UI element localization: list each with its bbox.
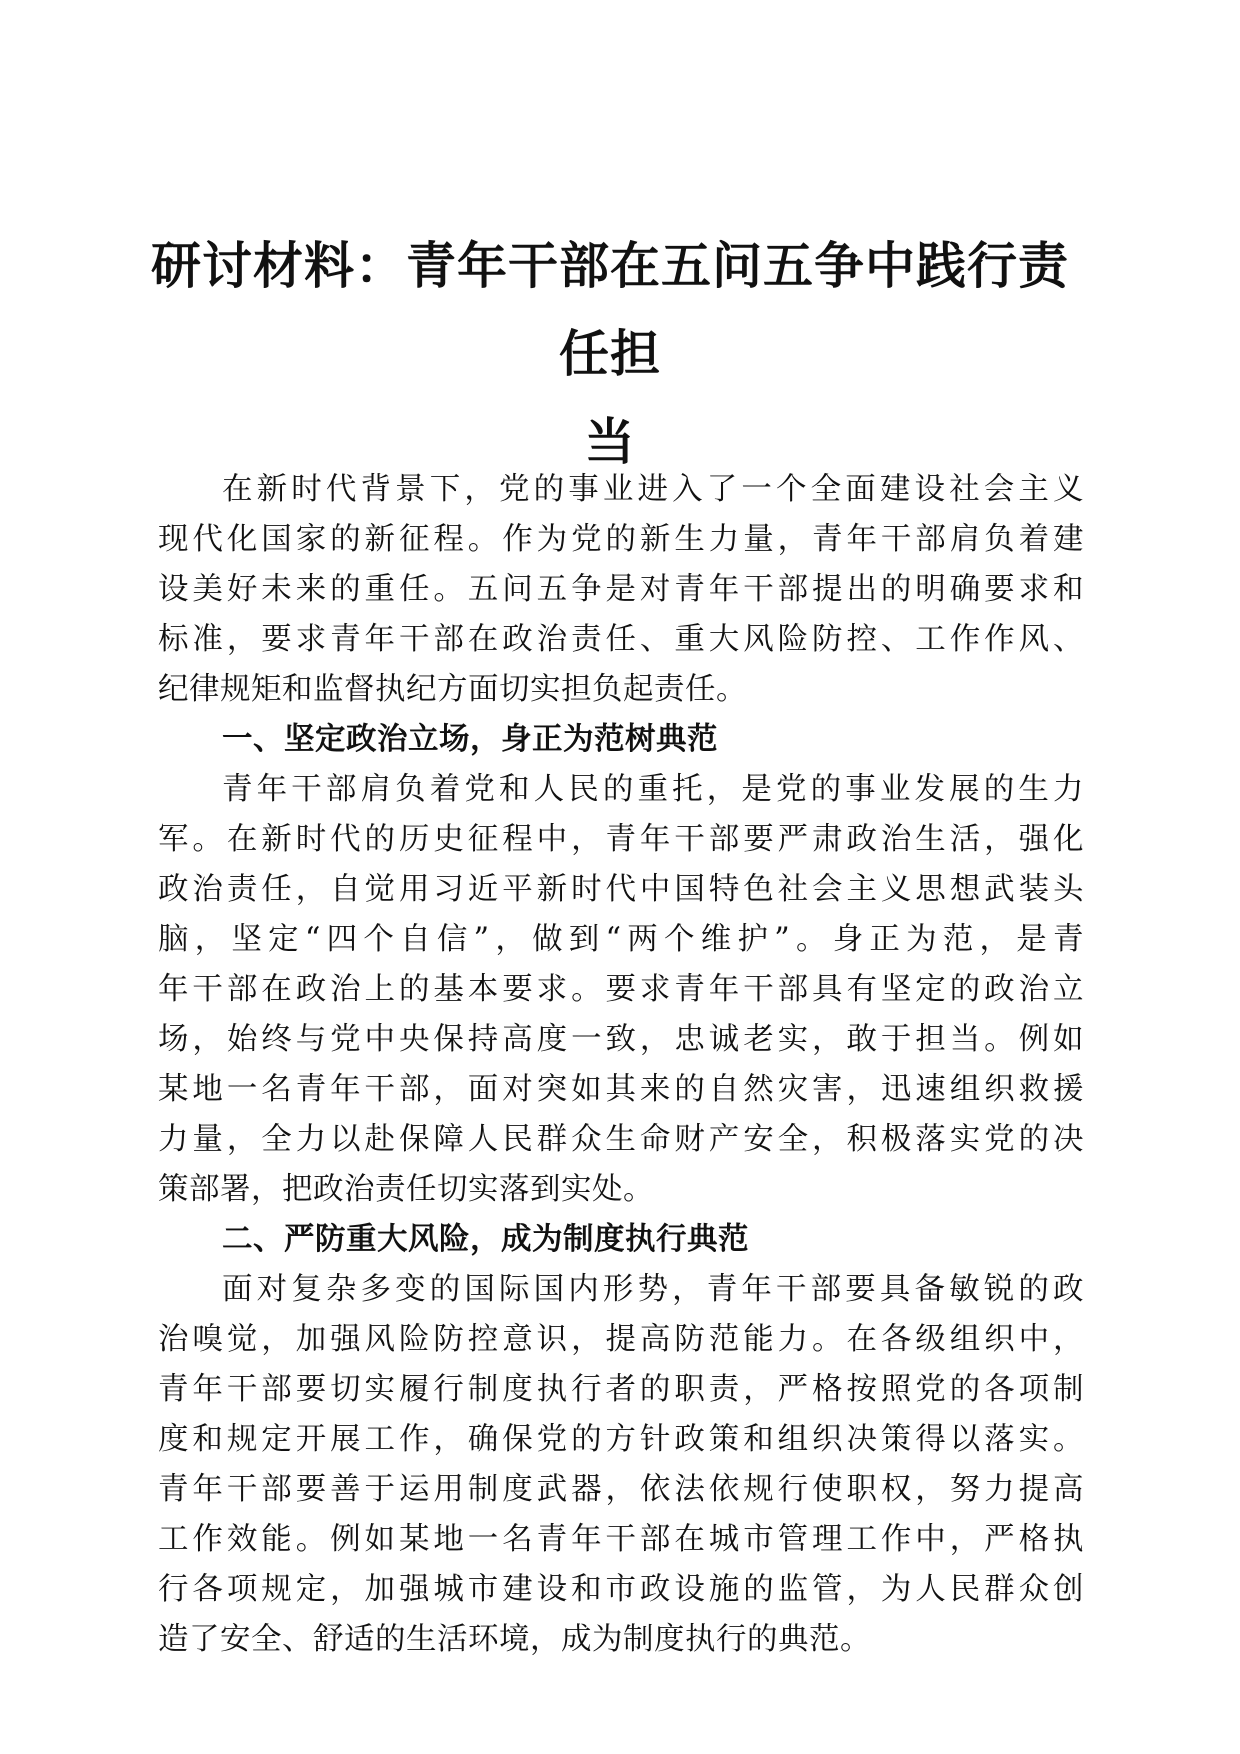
text-line: 场，始终与党中央保持高度一致，忠诚老实，敢于担当。例如 [158,1022,1084,1057]
text-line: 造了安全、舒适的生活环境，成为制度执行的典范。 [158,1622,871,1657]
text-line: 策部署，把政治责任切实落到实处。 [158,1172,654,1207]
text-line: 某地一名青年干部，面对突如其来的自然灾害，迅速组织救援 [158,1072,1084,1107]
title-line-1: 研讨材料：青年干部在五问五争中践行责任担 [151,237,1069,383]
section-2-paragraph [158,1265,1084,1665]
text-line: 脑，坚定“四个自信”，做到“两个维护”。身正为范，是青 [158,922,1084,957]
text-line: 年干部在政治上的基本要求。要求青年干部具有坚定的政治立 [158,972,1084,1007]
text-line: 政治责任，自觉用习近平新时代中国特色社会主义思想武装头 [158,872,1084,907]
section-2-heading: 二、严防重大风险，成为制度执行典范 [222,1222,749,1257]
document-title [150,222,1070,486]
text-line: 青年干部要切实履行制度执行者的职责，严格按照党的各项制 [158,1372,1084,1407]
text-line: 青年干部肩负着党和人民的重托，是党的事业发展的生力 [222,772,1084,807]
text-line: 标准，要求青年干部在政治责任、重大风险防控、工作作风、 [158,622,1084,657]
text-line: 面对复杂多变的国际国内形势，青年干部要具备敏锐的政 [222,1272,1084,1307]
text-line: 纪律规矩和监督执纪方面切实担负起责任。 [158,672,747,707]
text-line: 设美好未来的重任。五问五争是对青年干部提出的明确要求和 [158,572,1084,607]
text-line: 军。在新时代的历史征程中，青年干部要严肃政治生活，强化 [158,822,1084,857]
text-line: 在新时代背景下，党的事业进入了一个全面建设社会主义 [222,472,1084,507]
document-body [158,465,1084,1665]
section-1-paragraph [158,765,1084,1215]
text-line: 治嗅觉，加强风险防控意识，提高防范能力。在各级组织中， [158,1322,1084,1357]
text-line: 现代化国家的新征程。作为党的新生力量，青年干部肩负着建 [158,522,1084,557]
text-line: 度和规定开展工作，确保党的方针政策和组织决策得以落实。 [158,1422,1084,1457]
text-line: 青年干部要善于运用制度武器，依法依规行使职权，努力提高 [158,1472,1084,1507]
intro-paragraph [158,465,1084,715]
text-line: 力量，全力以赴保障人民群众生命财产安全，积极落实党的决 [158,1122,1084,1157]
text-line: 工作效能。例如某地一名青年干部在城市管理工作中，严格执 [158,1522,1084,1557]
title-line-2: 当 [584,413,636,471]
text-line: 行各项规定，加强城市建设和市政设施的监管，为人民群众创 [158,1572,1084,1607]
section-1-heading: 一、坚定政治立场，身正为范树典范 [222,722,718,757]
